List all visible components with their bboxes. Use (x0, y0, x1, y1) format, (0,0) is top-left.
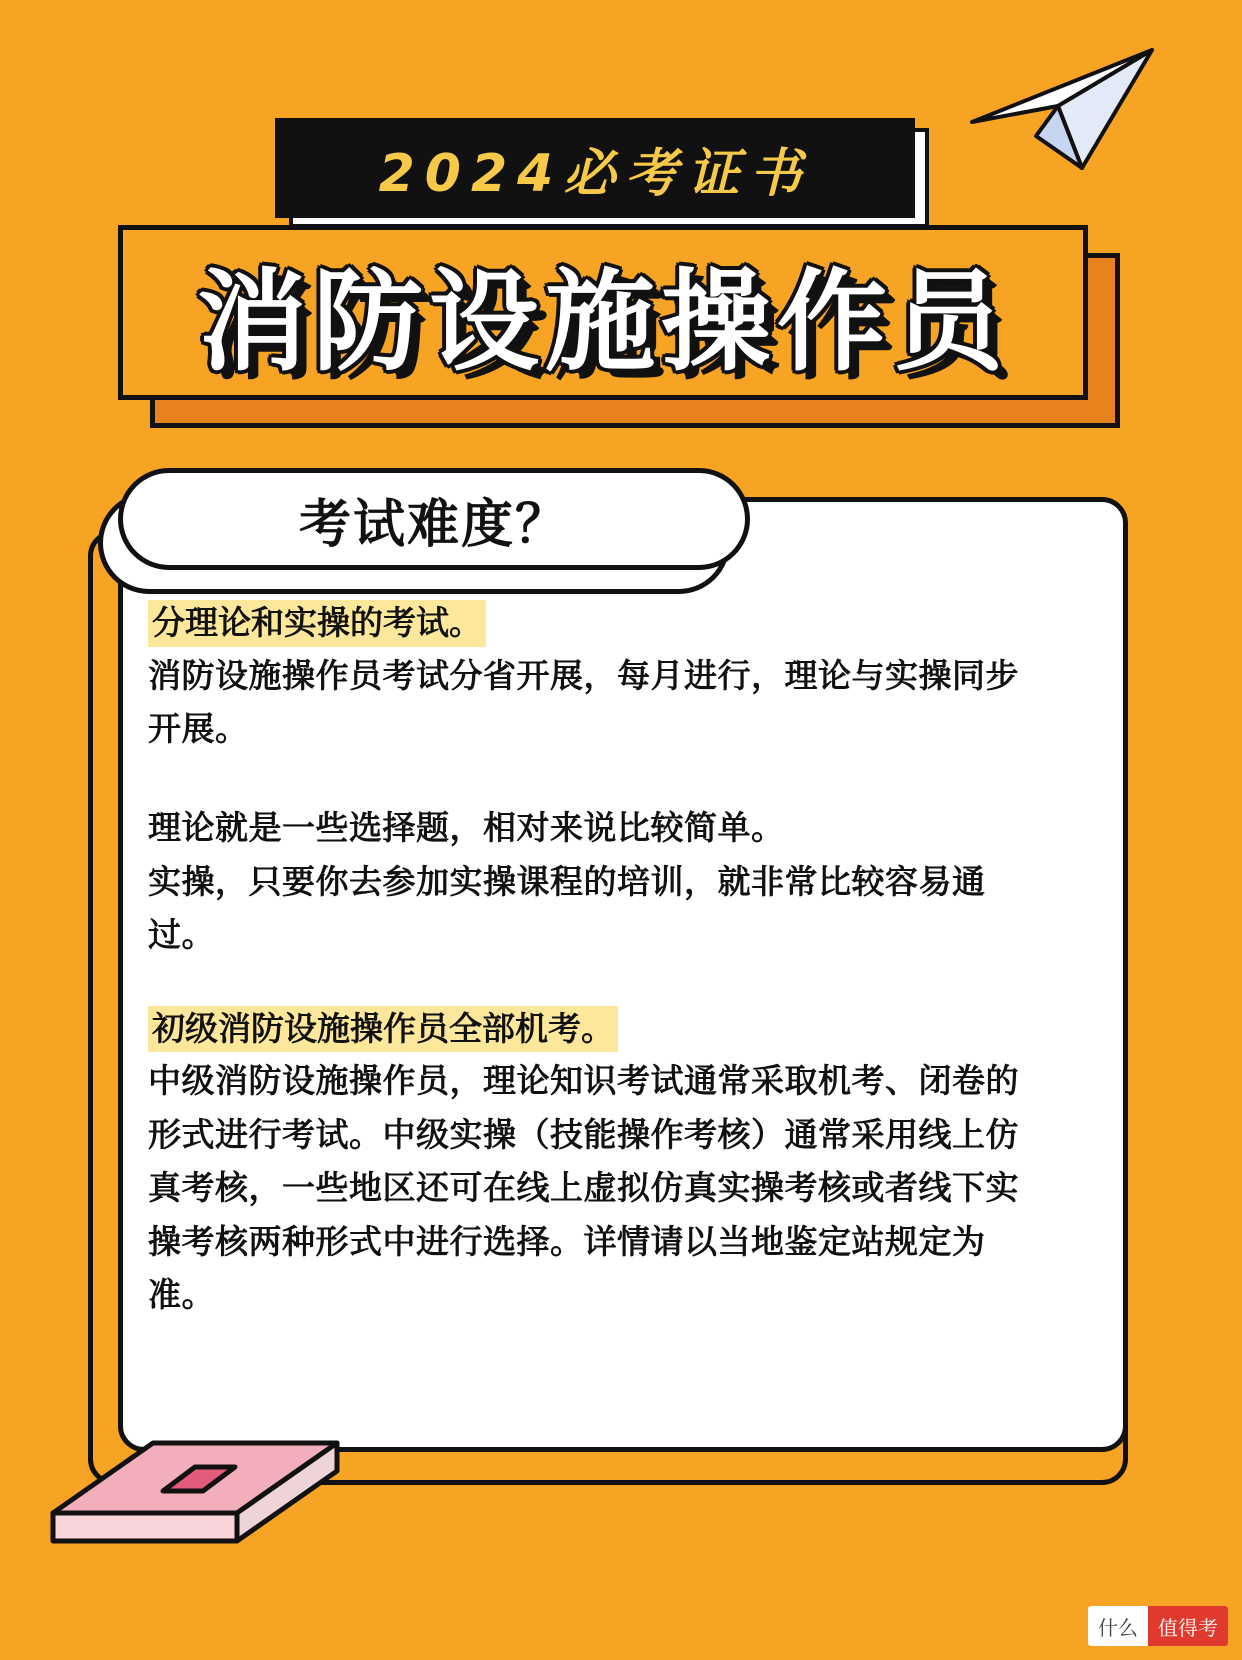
badge-label: 2024必考证书 (378, 143, 812, 204)
page-title (118, 225, 1088, 400)
title-box (118, 225, 1088, 400)
watermark-right: 值得考 (1148, 1606, 1228, 1646)
watermark-left: 什么 (1088, 1606, 1148, 1646)
paragraph-2: 理论就是一些选择题，相对来说比较简单。 (148, 809, 785, 847)
spacer-1 (148, 755, 1038, 801)
paragraph-3: 实操，只要你去参加实操课程的培训，就非常比较容易通过。 (148, 862, 986, 954)
section-heading (118, 468, 750, 570)
badge (275, 118, 915, 218)
content-body (148, 600, 1038, 1322)
highlight-line-1 (148, 600, 1038, 649)
paragraph-4: 中级消防设施操作员，理论知识考试通常采取机考、闭卷的形式进行考试。中级实操（技能操作考核）通常采用线上仿真考核，一些地区还可在线上虚拟仿真实操考核或者线下实操考核两种形式中进行选择。详情请以当地鉴定站规定为准。 (148, 1062, 1019, 1314)
paper-plane-icon (962, 40, 1162, 180)
spacer-2 (148, 962, 1038, 1006)
paragraph-1: 消防设施操作员考试分省开展，每月进行，理论与实操同步开展。 (148, 656, 1019, 747)
title-label: 消防设施操作员 (197, 257, 1009, 386)
highlight-line-2 (148, 1006, 1038, 1055)
highlight-2-text: 初级消防设施操作员全部机考。 (148, 1006, 618, 1053)
badge-box (275, 118, 915, 218)
book-icon (45, 1395, 345, 1555)
section-heading-label: 考试难度？ (298, 494, 569, 555)
watermark (1088, 1606, 1228, 1646)
highlight-1-text: 分理论和实操的考试。 (148, 600, 486, 647)
